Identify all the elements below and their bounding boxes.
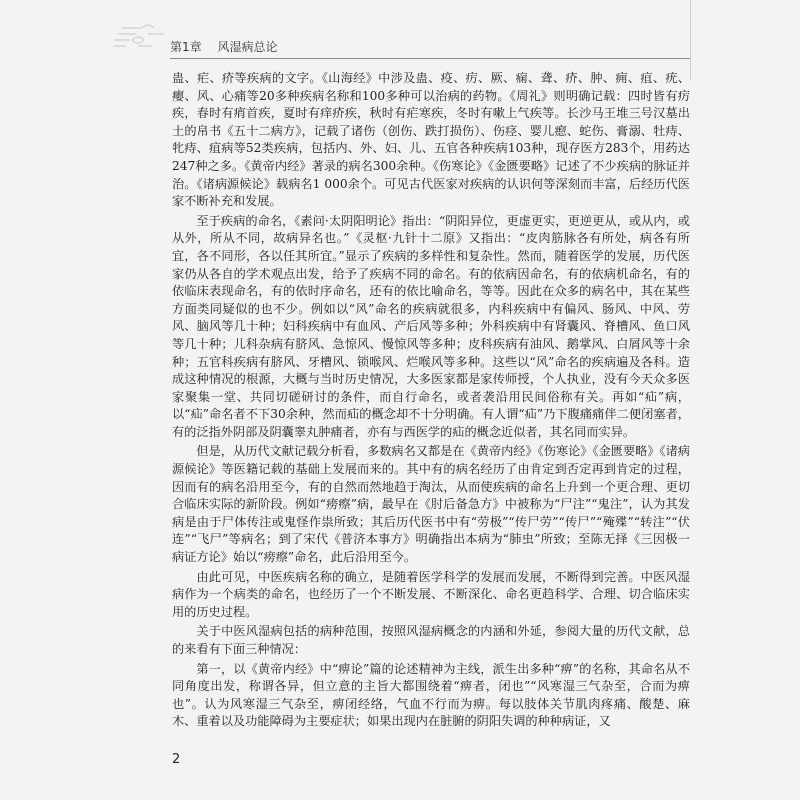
page-number: 2 xyxy=(172,752,181,767)
header-ornament-icon xyxy=(112,14,172,54)
paragraph: 由此可见，中医疾病名称的确立，是随着医学科学的发展而发展，不断得到完善。中医风湿病作为一个病类的命名，也经历了一个不断发展、不断深化、命名更趋科学、合理、切合临床实用的历史过程。 xyxy=(172,569,690,619)
paragraph: 第一，以《黄帝内经》中“痹论”篇的论述精神为主线，派生出多种“痹”的名称，其命名从不同角度出发，称谓各异，但立意的主旨大都围绕着“痹者，闭也”“风寒湿三气杂至，合而为痹也”。认为风寒湿三气杂至，痹闭经络，气血不行而为痹。每以肢体关节肌肉疼痛、酸楚、麻木、重着以及功能障碍为主要症状；如果出现内在脏腑的阴阳失调的种种病证，又 xyxy=(172,661,690,729)
chapter-title: 风湿病总论 xyxy=(217,40,278,54)
paragraph: 蛊、疟、疥等疾病的文字。《山海经》中涉及蛊、疫、疠、厥、痫、聋、疥、肿、痈、疽、疣、瘿、风、心痛等20多种疾病名称和100多种可以治病的药物。《周礼》则明确记载：四时皆有疠疾，春时有痟首疾，夏时有痒疥疾，秋时有疟寒疾，冬时有嗽上气疾等。长沙马王堆三号汉墓出土的帛书《五十二病方》，记载了诸伤（创伤、跌打损伤）、伤痉、婴儿瘛、蛇伤、膏溺、牡痔、牝痔、疽病等52类疾病，包括内、外、妇、儿、五官各种疾病103种，现存医方283个，用药达247种之多。《黄帝内经》著录的病名300余种。《伤寒论》《金匮要略》记述了不少疾病的脉证并治。《诸病源候论》载病名1 000余个。可见古代医家对疾病的认识何等深刻而丰富，后经历代医家不断补充和发展。 xyxy=(172,71,690,209)
body-text xyxy=(172,70,690,733)
paragraph: 但是，从历代文献记载分析看，多数病名又都是在《黄帝内经》《伤寒论》《金匮要略》《诸病源候论》等医籍记载的基础上发展而来的。其中有的病名经历了由肯定到否定再到肯定的过程，因而有的病名沿用至今，有的自然而然地趋于淘汰，从而使疾病的命名上升到一个更合理、更切合临床实际的新阶段。例如“痨瘵”病，最早在《肘后备急方》中被称为“尸注”“鬼注”，认为其发病是由于尸体传注或鬼怪作祟所致；其后历代医书中有“劳极”“传尸劳”“传尸”“殗殜”“转注”“伏连”“飞尸”等病名；到了宋代《普济本事方》明确指出本病为“肺虫”所致；至陈无择《三因极一病证方论》始以“痨瘵”命名，此后沿用至今。 xyxy=(172,444,690,565)
paragraph: 关于中医风湿病包括的病种范围，按照风湿病概念的内涵和外延，参阅大量的历代文献，总的来看有下面三种情况： xyxy=(172,624,690,656)
running-header xyxy=(170,38,690,55)
chapter-label: 第1章 xyxy=(170,40,202,54)
page-edge-rule xyxy=(690,0,691,80)
paragraph: 至于疾病的命名，《素问·太阴阳明论》指出：“阴阳异位，更虚更实，更逆更从，或从内，或从外，所从不同，故病异名也。”《灵枢·九针十二原》又指出：“皮肉筋脉各有所处，病各有所宜，各不同形，各以任其所宜。”显示了疾病的多样性和复杂性。然而，随着医学的发展，历代医家仍从各自的学术观点出发，给予了疾病不同的命名。有的依病因命名，有的依病机命名，有的依临床表现命名，有的依时序命名，还有的依比喻命名，等等。因此在众多的病名中，其在某些方面类同疑似的也不少。例如以“风”命名的疾病就很多，内科疾病中有偏风、肠风、中风、劳风、脑风等几十种；妇科疾病中有血风、产后风等多种；外科疾病中有肾囊风、脊槽风、鱼口风等几十种；儿科杂病有脐风、急惊风、慢惊风等多种；皮科疾病有油风、鹅掌风、白屑风等十余种；五官科疾病有脐风、牙槽风、锁喉风、烂喉风等多种。这些以“风”命名的疾病遍及各科。造成这种情况的根源，大概与当时历史情况，大多医家都是家传师授，个人执业，没有今天众多医家聚集一堂、共同切磋研讨的条件，而自行命名，或者袭沿用民间俗称有关。再如“疝”病，以“疝”命名者不下30余种，然而疝的概念却不十分明确。有人谓“疝”乃下腹痛痛伴二便闭塞者，有的泛指外阴部及阴囊睾丸肿痛者，亦有与西医学的疝的概念近似者，其名同而实异。 xyxy=(172,213,690,439)
header-divider xyxy=(170,58,690,59)
